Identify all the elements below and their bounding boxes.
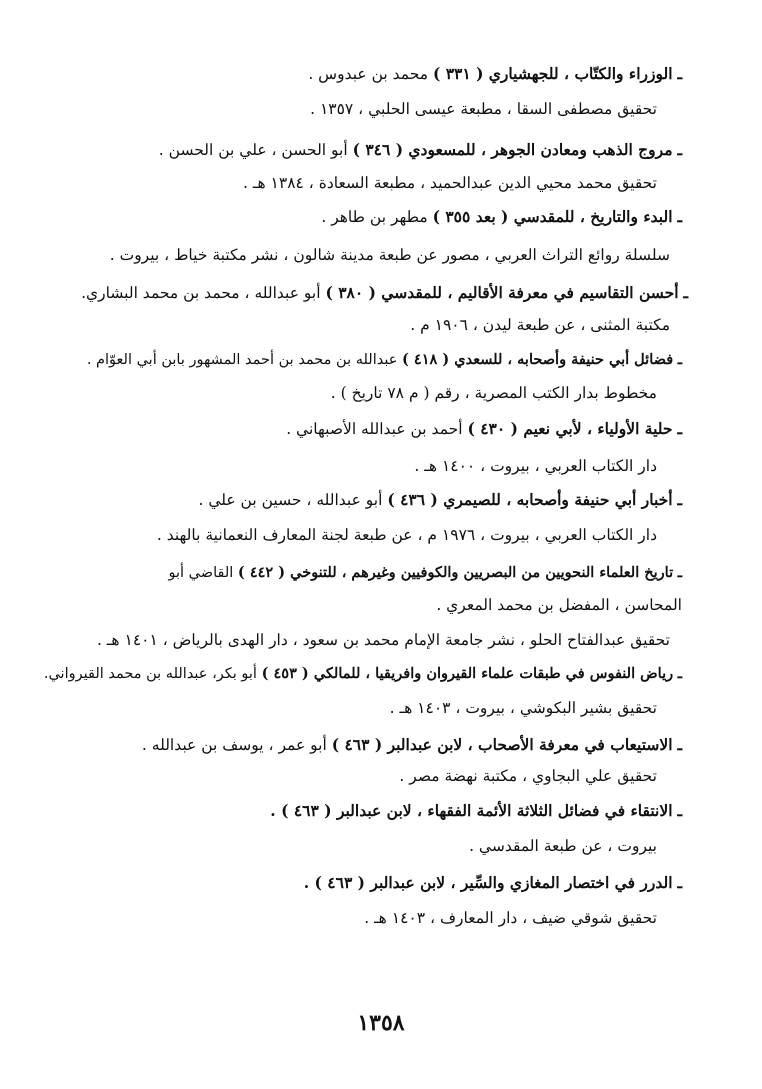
entry-dash: ـ: [677, 735, 682, 754]
entry-dash: ـ: [677, 801, 682, 820]
entry-6-heading: [60, 418, 682, 440]
entry-12-publication: تحقيق شوقي ضيف ، دار المعارف ، ١٤٠٣ هـ .: [364, 909, 657, 927]
entry-title: تاريخ العلماء النحويين من البصريين والكوفيين وغيرهم ، للتنوخي ( ٤٤٢ ): [237, 564, 674, 581]
entry-title: أحسن التقاسيم في معرفة الأقاليم ، للمقدسي ( ٣٨٠ ): [325, 283, 679, 302]
page-number: ١٣٥٨: [357, 1010, 405, 1036]
entry-dash: ـ: [677, 140, 682, 159]
entry-author: أبو الحسن ، علي بن الحسن .: [158, 141, 353, 159]
entry-dash: ـ: [677, 564, 682, 581]
entry-9-heading: [40, 663, 682, 685]
entry-3-heading: [60, 206, 682, 228]
entry-11-heading: [60, 800, 682, 822]
entry-dash: ـ: [677, 64, 682, 83]
entry-12-heading: [60, 872, 682, 894]
entry-7-publication: دار الكتاب العربي ، بيروت ، ١٩٧٦ م ، عن طبعة لجنة المعارف النعمانية بالهند .: [156, 526, 657, 544]
entry-title: الاستيعاب في معرفة الأصحاب ، لابن عبدالبر ( ٤٦٣ ): [331, 735, 673, 754]
entry-title: رياض النفوس في طبقات علماء القيروان وافريقيا ، للمالكي ( ٤٥٣ ): [261, 665, 674, 682]
entry-2-heading: [60, 139, 682, 161]
entry-title: الدرر في اختصار المغازي والسِّير ، لابن عبدالبر ( ٤٦٣ ) .: [303, 873, 673, 892]
entry-title: مروج الذهب ومعادن الجوهر ، للمسعودي ( ٣٤٦ ): [352, 140, 673, 159]
entry-author: مطهر بن طاهر .: [321, 208, 433, 226]
entry-3-publication: سلسلة روائع التراث العربي ، مصور عن طبعة مدينة شالون ، نشر مكتبة خياط ، بيروت .: [109, 246, 670, 264]
entry-dash: ـ: [677, 490, 682, 509]
entry-author: أبو عبدالله ، محمد بن محمد البشاري.: [81, 284, 326, 302]
entry-author: أبو بكر، عبدالله بن محمد القيرواني.: [43, 666, 262, 682]
entry-title: فضائل أبي حنيفة وأصحابه ، للسعدي ( ٤١٨ ): [402, 351, 674, 368]
entry-6-publication: دار الكتاب العربي ، بيروت ، ١٤٠٠ هـ .: [414, 457, 657, 475]
entry-dash: ـ: [677, 207, 682, 226]
entry-7-heading: [60, 489, 682, 511]
entry-8-continuation: المحاسن ، المفضل بن محمد المعري .: [436, 596, 682, 614]
entry-author: محمد بن عبدوس .: [308, 65, 433, 83]
entry-title: الوزراء والكتّاب ، للجهشياري ( ٣٣١ ): [432, 64, 673, 83]
entry-11-publication: بيروت ، عن طبعة المقدسي .: [469, 837, 657, 855]
entry-author: أبو عمر ، يوسف بن عبدالله .: [141, 736, 332, 754]
entry-title: البدء والتاريخ ، للمقدسي ( بعد ٣٥٥ ): [432, 207, 673, 226]
entry-title: الانتقاء في فضائل الثلاثة الأئمة الفقهاء ، لابن عبدالبر ( ٤٦٣ ) .: [270, 801, 673, 820]
entry-10-publication: تحقيق علي البجاوي ، مكتبة نهضة مصر .: [399, 767, 657, 785]
entry-8-heading: [40, 562, 682, 584]
entry-author: أحمد بن عبدالله الأصبهاني .: [286, 420, 468, 438]
entry-4-heading: [40, 282, 688, 304]
entry-10-heading: [60, 734, 682, 756]
entry-dash: ـ: [677, 665, 682, 682]
entry-author: أبو عبدالله ، حسين بن علي .: [198, 491, 388, 509]
entry-2-publication: تحقيق محمد محيي الدين عبدالحميد ، مطبعة السعادة ، ١٣٨٤ هـ .: [243, 174, 657, 192]
entry-author: القاضي أبو: [168, 565, 238, 581]
entry-5-publication: مخطوط بدار الكتب المصرية ، رقم ( م ٧٨ تاريخ ) .: [330, 384, 657, 402]
entry-dash: ـ: [677, 873, 682, 892]
entry-dash: ـ: [683, 283, 688, 302]
entry-4-publication: مكتبة المثنى ، عن طبعة ليدن ، ١٩٠٦ م .: [410, 316, 670, 334]
entry-9-publication: تحقيق بشير البكوشي ، بيروت ، ١٤٠٣ هـ .: [389, 699, 657, 717]
entry-title: حلية الأولياء ، لأبي نعيم ( ٤٣٠ ): [467, 419, 673, 438]
entry-dash: ـ: [677, 351, 682, 368]
entry-8-publication: تحقيق عبدالفتاح الحلو ، نشر جامعة الإمام محمد بن سعود ، دار الهدى بالرياض ، ١٤٠١ هـ .: [97, 631, 670, 649]
entry-1-heading: [60, 63, 682, 85]
entry-author: عبدالله بن محمد بن أحمد المشهور بابن أبي العوّام .: [86, 352, 402, 368]
entry-1-publication: تحقيق مصطفى السقا ، مطبعة عيسى الحلبي ، ١٣٥٧ .: [310, 100, 657, 118]
entry-dash: ـ: [677, 419, 682, 438]
entry-title: أخبار أبي حنيفة وأصحابه ، للصيمري ( ٤٣٦ ): [387, 490, 673, 509]
entry-5-heading: [40, 349, 682, 371]
